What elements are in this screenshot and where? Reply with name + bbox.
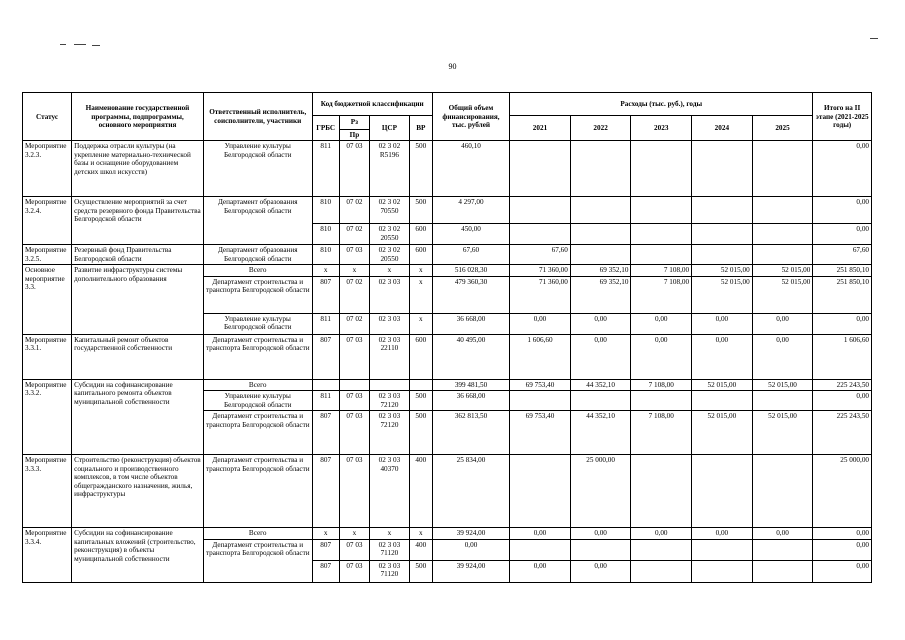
- cell-executor: Управление культуры Белгородской области: [203, 313, 312, 334]
- cell-total: 67,60: [432, 245, 509, 265]
- cell-2024: [692, 539, 753, 560]
- cell-csr: 02 3 02 70550: [370, 197, 410, 224]
- scan-mark-top-left: [60, 44, 66, 45]
- cell-rz: 07 03: [339, 141, 369, 197]
- cell-total: 460,10: [432, 141, 509, 197]
- cell-rz: 07 03: [339, 245, 369, 265]
- budget-table: [22, 92, 872, 583]
- cell-total: 399 481,50: [432, 379, 509, 390]
- cell-rz: 07 03: [339, 334, 369, 379]
- cell-2024: [692, 455, 753, 528]
- cell-2022: 69 352,10: [570, 265, 631, 276]
- cell-executor: Управление культуры Белгородской области: [203, 141, 312, 197]
- cell-2024: [692, 391, 753, 411]
- table-row: [23, 528, 872, 539]
- cell-2021: 1 606,60: [510, 334, 571, 379]
- cell-2021: [510, 455, 571, 528]
- cell-2024: 52 015,00: [692, 379, 753, 390]
- cell-stage: 25 000,00: [813, 455, 872, 528]
- cell-2024: 0,00: [692, 528, 753, 539]
- cell-executor: Департамент образования Белгородской области: [203, 197, 312, 245]
- cell-rz: 07 03: [339, 391, 369, 411]
- cell-executor: Департамент образования Белгородской области: [203, 245, 312, 265]
- cell-stage: 251 850,10: [813, 276, 872, 313]
- header-year-2023: 2023: [631, 116, 692, 141]
- cell-2022: 0,00: [570, 334, 631, 379]
- cell-csr: 02 3 02 R5196: [370, 141, 410, 197]
- cell-name: Строительство (реконструкция) объектов социального и производственного комплексов, в том числе объектов общегражданского назначения, жилья, инфраструктуры: [72, 455, 204, 528]
- cell-total: 25 834,00: [432, 455, 509, 528]
- cell-2024: [692, 197, 753, 224]
- cell-2023: [631, 560, 692, 582]
- cell-2023: [631, 539, 692, 560]
- cell-grbs: 807: [312, 411, 339, 455]
- cell-stage: 225 243,50: [813, 379, 872, 390]
- table-row: [23, 265, 872, 276]
- cell-2021: [510, 224, 571, 245]
- cell-rz: 07 03: [339, 560, 369, 582]
- cell-2022: [570, 391, 631, 411]
- cell-2021: [510, 391, 571, 411]
- cell-vr: 500: [409, 141, 432, 197]
- header-vr: ВР: [409, 116, 432, 141]
- cell-csr: х: [370, 528, 410, 539]
- cell-2025: [752, 197, 813, 224]
- cell-rz: 07 02: [339, 224, 369, 245]
- cell-stage: 0,00: [813, 528, 872, 539]
- cell-csr: 02 3 03 72120: [370, 391, 410, 411]
- cell-rz: 07 03: [339, 455, 369, 528]
- cell-csr: х: [370, 265, 410, 276]
- cell-stage: 0,00: [813, 224, 872, 245]
- cell-total: 450,00: [432, 224, 509, 245]
- cell-2025: [752, 560, 813, 582]
- header-stage-total: Итого на II этапе (2021-2025 годы): [813, 93, 872, 141]
- cell-2022: 0,00: [570, 560, 631, 582]
- cell-2023: 7 108,00: [631, 379, 692, 390]
- cell-2024: 52 015,00: [692, 276, 753, 313]
- cell-2021: [510, 141, 571, 197]
- cell-csr: 02 3 03 71120: [370, 560, 410, 582]
- table-row: [23, 379, 872, 390]
- cell-2024: 0,00: [692, 334, 753, 379]
- cell-grbs: 807: [312, 455, 339, 528]
- header-executor: Ответственный исполнитель, соисполнители, участники: [203, 93, 312, 141]
- table-row: [23, 455, 872, 528]
- cell-2023: [631, 391, 692, 411]
- cell-stage: 251 850,10: [813, 265, 872, 276]
- cell-total: 36 668,00: [432, 391, 509, 411]
- cell-total: 39 924,00: [432, 528, 509, 539]
- cell-rz: 07 03: [339, 411, 369, 455]
- cell-2023: [631, 224, 692, 245]
- cell-2021: [510, 197, 571, 224]
- header-year-2024: 2024: [692, 116, 753, 141]
- header-grbs: ГРБС: [312, 116, 339, 141]
- header-year-2025: 2025: [752, 116, 813, 141]
- cell-vr: 400: [409, 455, 432, 528]
- cell-2023: [631, 245, 692, 265]
- cell-2025: 52 015,00: [752, 276, 813, 313]
- cell-2025: [752, 224, 813, 245]
- cell-rz: [339, 379, 369, 390]
- cell-csr: [370, 379, 410, 390]
- cell-grbs: 807: [312, 334, 339, 379]
- cell-vr: 500: [409, 197, 432, 224]
- cell-vr: 500: [409, 391, 432, 411]
- cell-2021: 0,00: [510, 313, 571, 334]
- cell-total: 362 813,50: [432, 411, 509, 455]
- cell-2022: 25 000,00: [570, 455, 631, 528]
- header-total-volume: Общий объем финансирования, тыс. рублей: [432, 93, 509, 141]
- cell-vr: х: [409, 276, 432, 313]
- cell-rz: 07 02: [339, 313, 369, 334]
- cell-stage: 0,00: [813, 560, 872, 582]
- cell-stage: 225 243,50: [813, 411, 872, 455]
- cell-vr: х: [409, 265, 432, 276]
- cell-grbs: 811: [312, 313, 339, 334]
- cell-2024: [692, 141, 753, 197]
- cell-grbs: 810: [312, 245, 339, 265]
- cell-2022: 44 352,10: [570, 411, 631, 455]
- cell-status: Мероприятие 3.3.2.: [23, 379, 72, 454]
- cell-stage: 0,00: [813, 391, 872, 411]
- cell-2025: 52 015,00: [752, 265, 813, 276]
- cell-2025: [752, 141, 813, 197]
- cell-2023: 7 108,00: [631, 411, 692, 455]
- cell-name: Субсидии на софинансирование капитального ремонта объектов муниципальной собственности: [72, 379, 204, 454]
- header-year-2021: 2021: [510, 116, 571, 141]
- cell-csr: 02 3 03 71120: [370, 539, 410, 560]
- cell-grbs: 807: [312, 560, 339, 582]
- cell-2024: 0,00: [692, 313, 753, 334]
- cell-2024: 52 015,00: [692, 265, 753, 276]
- cell-csr: 02 3 03 40370: [370, 455, 410, 528]
- cell-executor: Управление культуры Белгородской области: [203, 391, 312, 411]
- cell-status: Мероприятие 3.2.3.: [23, 141, 72, 197]
- cell-total: 479 360,30: [432, 276, 509, 313]
- cell-executor: Департамент строительства и транспорта Белгородской области: [203, 276, 312, 313]
- cell-grbs: 811: [312, 141, 339, 197]
- cell-executor: Департамент строительства и транспорта Белгородской области: [203, 411, 312, 455]
- cell-2024: 52 015,00: [692, 411, 753, 455]
- cell-2025: 0,00: [752, 334, 813, 379]
- cell-2021: 67,60: [510, 245, 571, 265]
- cell-name: Поддержка отрасли культуры (на укрепление материально-технической базы и оснащение оборудованием детских школ искусств): [72, 141, 204, 197]
- cell-total: 39 924,00: [432, 560, 509, 582]
- table-row: [23, 245, 872, 265]
- cell-grbs: [312, 379, 339, 390]
- page-number: 90: [448, 62, 457, 71]
- header-name: Наименование государственной программы, подпрограммы, основного мероприятия: [72, 93, 204, 141]
- cell-2025: [752, 539, 813, 560]
- scan-mark-top-left-3: [92, 45, 100, 46]
- cell-stage: 1 606,60: [813, 334, 872, 379]
- cell-2023: [631, 141, 692, 197]
- header-status: Статус: [23, 93, 72, 141]
- header-code-group: Код бюджетной классификации: [312, 93, 432, 116]
- cell-executor: Департамент строительства и транспорта Белгородской области: [203, 334, 312, 379]
- header-csr: ЦСР: [370, 116, 410, 141]
- cell-name: Капитальный ремонт объектов государственной собственности: [72, 334, 204, 379]
- header-rz: Рз: [339, 116, 369, 130]
- table-header: [23, 93, 872, 141]
- cell-vr: 500: [409, 411, 432, 455]
- cell-executor: Всего: [203, 528, 312, 539]
- cell-2022: [570, 197, 631, 224]
- cell-2023: 0,00: [631, 334, 692, 379]
- cell-stage: 0,00: [813, 141, 872, 197]
- cell-vr: 400: [409, 539, 432, 560]
- table-row: [23, 197, 872, 224]
- cell-grbs: 807: [312, 539, 339, 560]
- cell-grbs: х: [312, 528, 339, 539]
- cell-csr: 02 3 03: [370, 313, 410, 334]
- cell-csr: 02 3 02 20550: [370, 245, 410, 265]
- cell-2021: 0,00: [510, 528, 571, 539]
- table-row: [23, 334, 872, 379]
- cell-vr: 600: [409, 245, 432, 265]
- cell-2022: [570, 224, 631, 245]
- cell-stage: 0,00: [813, 313, 872, 334]
- cell-status: Мероприятие 3.2.4.: [23, 197, 72, 245]
- cell-total: 4 297,00: [432, 197, 509, 224]
- cell-csr: 02 3 03 22110: [370, 334, 410, 379]
- cell-2025: [752, 391, 813, 411]
- cell-grbs: 807: [312, 276, 339, 313]
- table-body: [23, 141, 872, 582]
- cell-total: 36 668,00: [432, 313, 509, 334]
- header-year-2022: 2022: [570, 116, 631, 141]
- cell-status: Мероприятие 3.2.5.: [23, 245, 72, 265]
- cell-name: Субсидии на софинансирование капитальных вложений (строительство, реконструкция) в объекты муниципальной собственности: [72, 528, 204, 582]
- cell-2025: [752, 245, 813, 265]
- cell-2022: 44 352,10: [570, 379, 631, 390]
- cell-executor: Департамент строительства и транспорта Белгородской области: [203, 539, 312, 582]
- cell-total: 516 028,30: [432, 265, 509, 276]
- cell-2023: [631, 455, 692, 528]
- cell-2022: 0,00: [570, 313, 631, 334]
- cell-csr: 02 3 03 72120: [370, 411, 410, 455]
- cell-2024: [692, 245, 753, 265]
- cell-2023: [631, 197, 692, 224]
- cell-csr: 02 3 02 20550: [370, 224, 410, 245]
- cell-grbs: х: [312, 265, 339, 276]
- cell-2021: 0,00: [510, 560, 571, 582]
- cell-vr: 600: [409, 224, 432, 245]
- cell-2022: 69 352,10: [570, 276, 631, 313]
- cell-rz: х: [339, 528, 369, 539]
- cell-total: 0,00: [432, 539, 509, 560]
- cell-2025: [752, 455, 813, 528]
- cell-vr: х: [409, 313, 432, 334]
- cell-csr: 02 3 03: [370, 276, 410, 313]
- cell-2022: [570, 539, 631, 560]
- cell-rz: 07 02: [339, 197, 369, 224]
- cell-status: Мероприятие 3.3.4.: [23, 528, 72, 582]
- cell-executor: Всего: [203, 265, 312, 276]
- cell-2024: [692, 560, 753, 582]
- cell-2025: 0,00: [752, 313, 813, 334]
- cell-2025: 52 015,00: [752, 411, 813, 455]
- cell-name: Резервный фонд Правительства Белгородской области: [72, 245, 204, 265]
- cell-status: Мероприятие 3.3.1.: [23, 334, 72, 379]
- cell-status: Мероприятие 3.3.3.: [23, 455, 72, 528]
- cell-stage: 67,60: [813, 245, 872, 265]
- cell-vr: 500: [409, 560, 432, 582]
- cell-rz: 07 03: [339, 539, 369, 560]
- cell-grbs: 810: [312, 197, 339, 224]
- header-pr: Пр: [339, 130, 369, 141]
- cell-2021: 71 360,00: [510, 265, 571, 276]
- cell-2021: 69 753,40: [510, 379, 571, 390]
- cell-2022: [570, 245, 631, 265]
- cell-2024: [692, 224, 753, 245]
- cell-2025: 52 015,00: [752, 379, 813, 390]
- cell-2025: 0,00: [752, 528, 813, 539]
- cell-2023: 0,00: [631, 313, 692, 334]
- cell-2023: 0,00: [631, 528, 692, 539]
- cell-2023: 7 108,00: [631, 276, 692, 313]
- cell-executor: Всего: [203, 379, 312, 390]
- scan-mark-top-right: [870, 38, 878, 39]
- cell-stage: 0,00: [813, 539, 872, 560]
- cell-total: 40 495,00: [432, 334, 509, 379]
- cell-2021: [510, 539, 571, 560]
- cell-executor: Департамент строительства и транспорта Белгородской области: [203, 455, 312, 528]
- cell-2023: 7 108,00: [631, 265, 692, 276]
- table-row: [23, 141, 872, 197]
- cell-vr: 600: [409, 334, 432, 379]
- cell-2021: 71 360,00: [510, 276, 571, 313]
- cell-rz: х: [339, 265, 369, 276]
- cell-vr: х: [409, 528, 432, 539]
- cell-rz: 07 02: [339, 276, 369, 313]
- cell-vr: [409, 379, 432, 390]
- scan-mark-top-left-2: [74, 44, 86, 45]
- cell-2022: 0,00: [570, 528, 631, 539]
- cell-grbs: 810: [312, 224, 339, 245]
- cell-2022: [570, 141, 631, 197]
- cell-status: Основное мероприятие 3.3.: [23, 265, 72, 334]
- cell-name: Развитие инфраструктуры системы дополнительного образования: [72, 265, 204, 334]
- cell-2021: 69 753,40: [510, 411, 571, 455]
- cell-stage: 0,00: [813, 197, 872, 224]
- cell-name: Осуществление мероприятий за счет средств резервного фонда Правительства Белгородской области: [72, 197, 204, 245]
- header-expenses-group: Расходы (тыс. руб.), годы: [510, 93, 813, 116]
- cell-grbs: 811: [312, 391, 339, 411]
